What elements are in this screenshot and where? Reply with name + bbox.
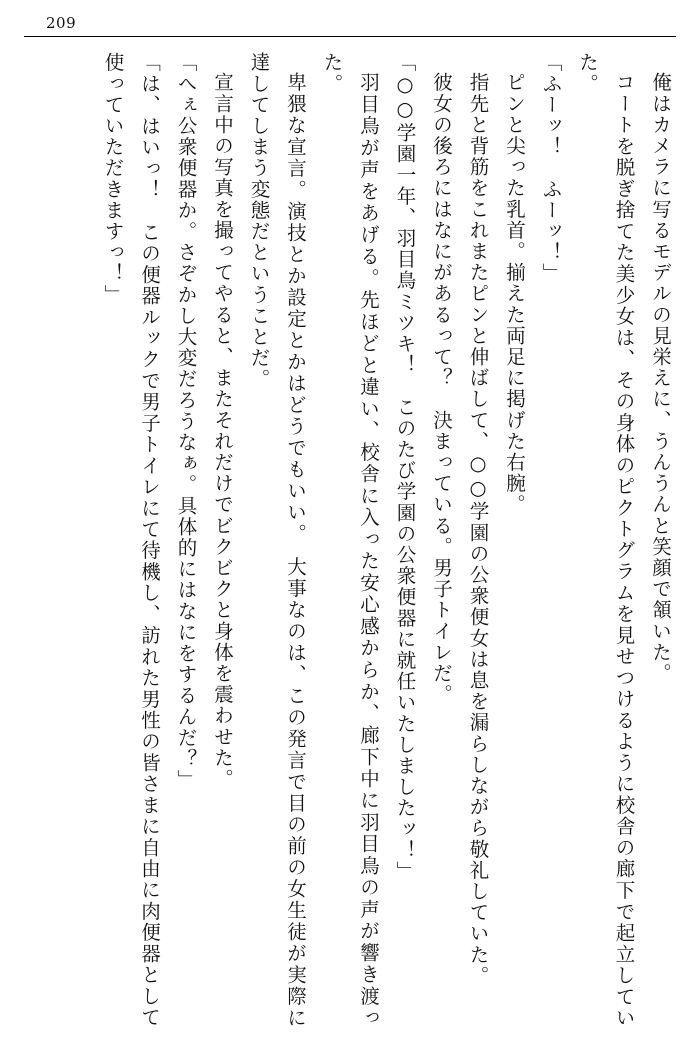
page-number: 209 [46,14,77,32]
paragraph: コートを脱ぎ捨てた美少女は、その身体のピクトグラムを見せつけるように校舎の廊下で起立していた。 [576,52,636,1028]
paragraph: 「ふーッ！ ふーッ！」 [539,52,563,285]
paragraph: 「○○学園一年、羽目鳥ミツキ！ このたび学園の公衆便器に就任いたしましたッ！」 [393,52,417,882]
paragraph: 俺はカメラに写るモデルの見栄えに、うんうんと笑顔で頷いた。 [649,71,672,684]
paragraph: 羽目鳥が声をあげる。先ほどと違い、校舎に入った安心感からか、廊下中に羽目鳥の声が響き渡った。 [320,52,380,1028]
vertical-text-body [22,52,678,1028]
paragraph: 卑猥な宣言。演技とか設定とかはどうでもいい。 大事なのは、この発言で目の前の女生徒が実際に達してしまう変態だということだ。 [247,52,307,1028]
paragraph: 「は、はいっ！ この便器ルックで男子トイレにて待機し、訪れた男性の皆さまに自由に肉便器として使っていただきますっ！」 [101,52,161,1028]
header-divider [24,36,676,37]
paragraph: ピンと尖った乳首。揃えた両足に掲げた右腕。 [503,71,526,515]
paragraph: 宣言中の写真を撮ってやると、またそれだけでビクビクと身体を震わせた。 [211,71,234,789]
paragraph: 指先と背筋をこれまたピンと伸ばして、○○学園の公衆便女は息を漏らしながら敬礼していた。 [466,71,490,986]
paragraph: 彼女の後ろにはなにがあるって？ 決まっている。男子トイレだ。 [430,71,453,705]
paragraph: 「へぇ公衆便器か。さぞかし大変だろうなぁ。具体的にはなにをするんだ？」 [174,52,198,791]
